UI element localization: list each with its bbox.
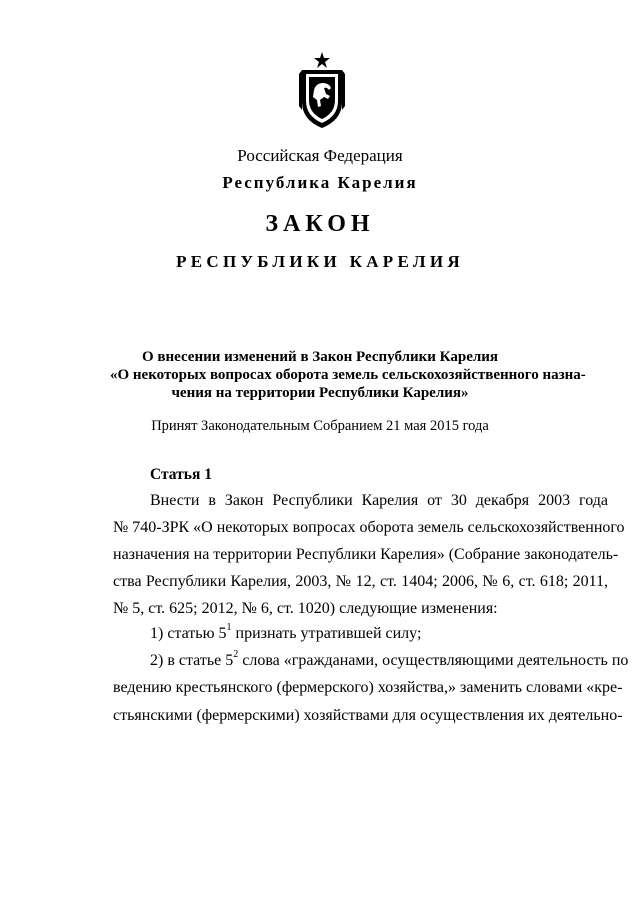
subject-line: чения на территории Республики Карелия» xyxy=(171,385,469,401)
paragraph-line: назначения на территории Республики Карелия» (Собрание законодатель- xyxy=(113,546,619,563)
list-item-2 xyxy=(150,648,629,671)
law-subject xyxy=(110,348,586,402)
republic-name: Республика Карелия xyxy=(222,173,418,192)
article-heading: Статья 1 xyxy=(150,466,212,483)
paragraph-line: № 740-ЗРК «О некоторых вопросах оборота земель сельскохозяйственного xyxy=(113,519,625,536)
superscript: 2 xyxy=(233,648,239,660)
paragraph-line: ства Республики Карелия, 2003, № 12, ст. 1404; 2006, № 6, ст. 618; 2011, xyxy=(113,573,608,590)
item-text: 1) статью 5 xyxy=(150,625,227,642)
paragraph-line: стьянскими (фермерскими) хозяйствами для осуществления их деятельно- xyxy=(113,707,623,724)
paragraph-line: № 5, ст. 625; 2012, № 6, ст. 1020) следующие изменения: xyxy=(113,600,498,617)
paragraph-line: Внести в Закон Республики Карелия от 30 декабря 2003 года xyxy=(150,492,608,509)
paragraph-line: ведению крестьянского (фермерского) хозяйства,» заменить словами «кре- xyxy=(113,679,623,696)
item-text: слова «гражданами, осуществляющими деятельность по xyxy=(238,652,629,669)
item-text: 2) в статье 5 xyxy=(150,652,234,669)
list-item-1 xyxy=(150,621,608,644)
superscript: 1 xyxy=(226,621,232,633)
coat-of-arms-emblem xyxy=(296,50,348,130)
item-text: признать утратившей силу; xyxy=(231,625,422,642)
subject-line: О внесении изменений в Закон Республики Карелия xyxy=(141,349,499,365)
law-title: ЗАКОН xyxy=(265,211,375,237)
adoption-note: Принят Законодательным Собранием 21 мая 2015 года xyxy=(151,418,489,434)
law-issuer: РЕСПУБЛИКИ КАРЕЛИЯ xyxy=(176,252,464,271)
country-name: Российская Федерация xyxy=(237,146,403,165)
subject-line: «О некоторых вопросах оборота земель сельскохозяйственного назна- xyxy=(110,367,586,383)
